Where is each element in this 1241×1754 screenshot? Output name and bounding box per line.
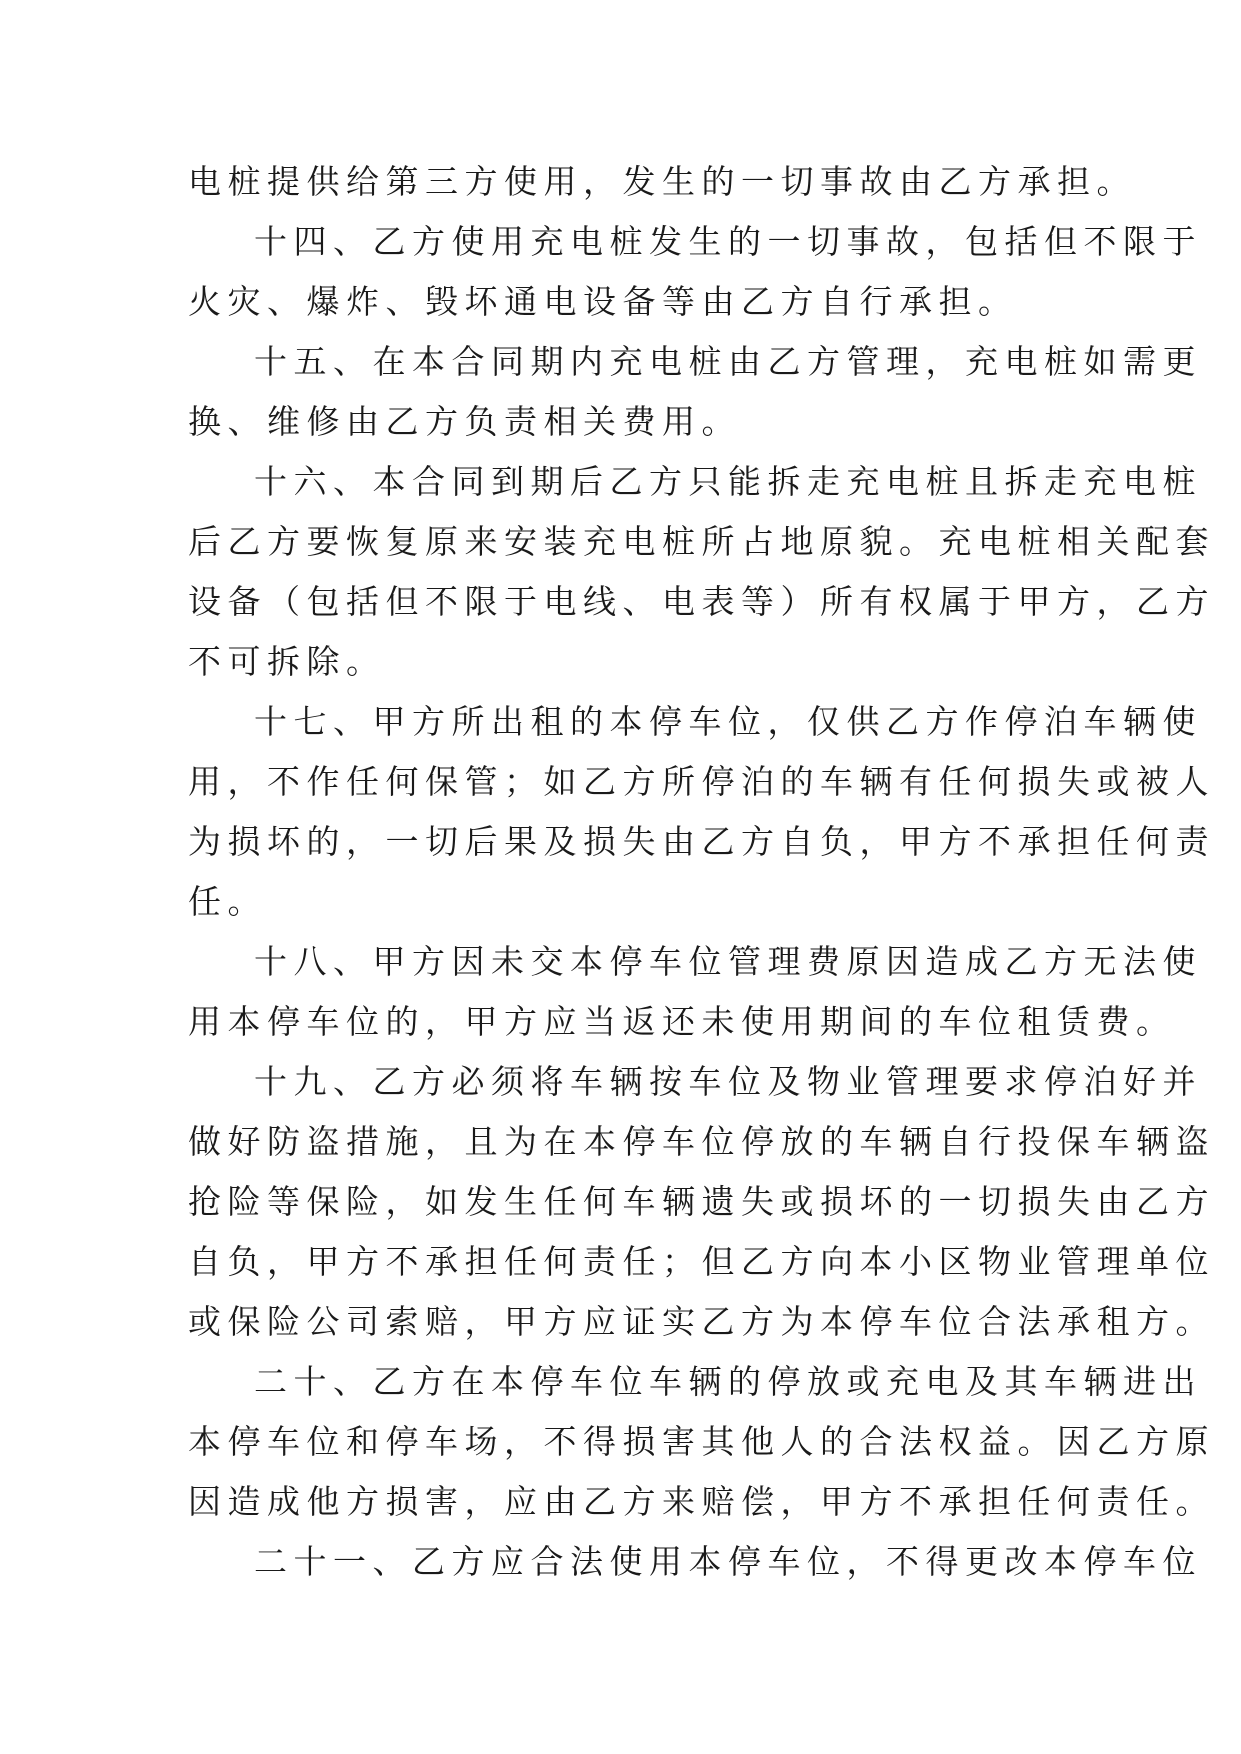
text-line: 十九、乙方必须将车辆按车位及物业管理要求停泊好并 xyxy=(254,1062,1202,1101)
text-line: 本停车位和停车场，不得损害其他人的合法权益。因乙方原 xyxy=(188,1422,1215,1461)
text-line: 换、维修由乙方负责相关费用。 xyxy=(188,402,741,441)
text-line: 或保险公司索赔，甲方应证实乙方为本停车位合法承租方。 xyxy=(188,1302,1215,1341)
text-line: 火灾、爆炸、毁坏通电设备等由乙方自行承担。 xyxy=(188,282,1018,321)
text-line: 因造成他方损害，应由乙方来赔偿，甲方不承担任何责任。 xyxy=(188,1482,1215,1521)
clause-16 xyxy=(188,452,1215,692)
text-line: 十五、在本合同期内充电桩由乙方管理，充电桩如需更 xyxy=(254,342,1202,381)
text-line: 用，不作任何保管；如乙方所停泊的车辆有任何损失或被人 xyxy=(188,762,1215,801)
text-line: 用本停车位的，甲方应当返还未使用期间的车位租赁费。 xyxy=(188,1002,1176,1041)
text-line: 电桩提供给第三方使用，发生的一切事故由乙方承担。 xyxy=(188,162,1136,201)
clause-14 xyxy=(188,212,1202,332)
paragraph-continuation xyxy=(188,152,1136,212)
clause-19 xyxy=(188,1052,1215,1352)
text-line: 设备（包括但不限于电线、电表等）所有权属于甲方，乙方 xyxy=(188,582,1215,621)
clause-18 xyxy=(188,932,1202,1052)
text-line: 十六、本合同到期后乙方只能拆走充电桩且拆走充电桩 xyxy=(254,462,1202,501)
text-line: 任。 xyxy=(188,882,267,921)
text-line: 二十一、乙方应合法使用本停车位，不得更改本停车位 xyxy=(254,1542,1202,1581)
clause-15 xyxy=(188,332,1202,452)
text-line: 抢险等保险，如发生任何车辆遗失或损坏的一切损失由乙方 xyxy=(188,1182,1215,1221)
text-line: 十八、甲方因未交本停车位管理费原因造成乙方无法使 xyxy=(254,942,1202,981)
clause-17 xyxy=(188,692,1215,932)
text-line: 后乙方要恢复原来安装充电桩所占地原貌。充电桩相关配套 xyxy=(188,522,1215,561)
text-line: 做好防盗措施，且为在本停车位停放的车辆自行投保车辆盗 xyxy=(188,1122,1215,1161)
clause-21 xyxy=(188,1532,1202,1592)
clause-20 xyxy=(188,1352,1215,1532)
document-body xyxy=(188,152,1215,1592)
text-line: 十七、甲方所出租的本停车位，仅供乙方作停泊车辆使 xyxy=(254,702,1202,741)
text-line: 自负，甲方不承担任何责任；但乙方向本小区物业管理单位 xyxy=(188,1242,1215,1281)
text-line: 不可拆除。 xyxy=(188,642,386,681)
text-line: 为损坏的，一切后果及损失由乙方自负，甲方不承担任何责 xyxy=(188,822,1215,861)
text-line: 二十、乙方在本停车位车辆的停放或充电及其车辆进出 xyxy=(254,1362,1202,1401)
text-line: 十四、乙方使用充电桩发生的一切事故，包括但不限于 xyxy=(254,222,1202,261)
